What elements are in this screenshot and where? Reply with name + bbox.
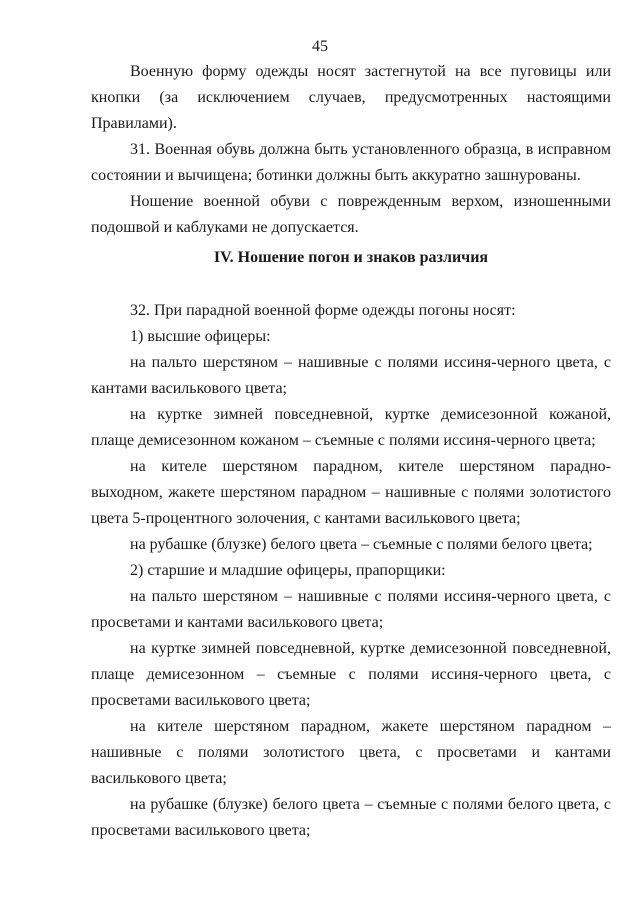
paragraph: 1) высшие офицеры: — [130, 328, 271, 345]
paragraph: Ношение военной обуви с поврежденным верхом, изношенными подошвой и каблуками не допускается. — [91, 193, 611, 236]
paragraph: на пальто шерстяном – нашивные с полями иссиня-черного цвета, с просветами и кантами василькового цвета; — [91, 588, 611, 631]
intro-block — [91, 59, 611, 241]
paragraph: на рубашке (блузке) белого цвета – съемные с полями белого цвета, с просветами василькового цвета; — [91, 796, 611, 839]
paragraph: на кителе шерстяном парадном, жакете шерстяном парадном – нашивные с полями золотистого цвета, с просветами и кантами василькового цвета; — [91, 718, 611, 787]
paragraph: 31. Военная обувь должна быть установленного образца, в исправном состоянии и вычищена; ботинки должны быть аккуратно зашнурованы. — [91, 141, 611, 184]
paragraph: на куртке зимней повседневной, куртке демисезонной кожаной, плаще демисезонном кожаном – съемные с полями иссиня-черного цвета; — [91, 406, 611, 449]
paragraph: Военную форму одежды носят застегнутой на все пуговицы или кнопки (за исключением случаев, предусмотренных настоящими Правилами). — [91, 63, 611, 132]
page-number: 45 — [312, 38, 328, 55]
paragraph: на кителе шерстяном парадном, кителе шерстяном парадно-выходном, жакете шерстяном парадном – нашивные с полями золотистого цвета 5-процентного золочения, с кантами василькового цвета; — [91, 458, 611, 527]
paragraph: на куртке зимней повседневной, куртке демисезонной повседневной, плаще демисезонном – съемные с полями иссиня-черного цвета, с просветами василькового цвета; — [91, 640, 611, 709]
paragraph: 32. При парадной военной форме одежды погоны носят: — [130, 302, 516, 319]
paragraph: 2) старшие и младшие офицеры, прапорщики: — [130, 562, 446, 579]
paragraph: на рубашке (блузке) белого цвета – съемные с полями белого цвета; — [130, 536, 593, 553]
section-title: IV. Ношение погон и знаков различия — [213, 249, 489, 266]
paragraph: на пальто шерстяном – нашивные с полями иссиня-черного цвета, с кантами василькового цвета; — [91, 354, 611, 397]
section-heading-block — [91, 245, 611, 271]
body-block — [91, 298, 611, 844]
